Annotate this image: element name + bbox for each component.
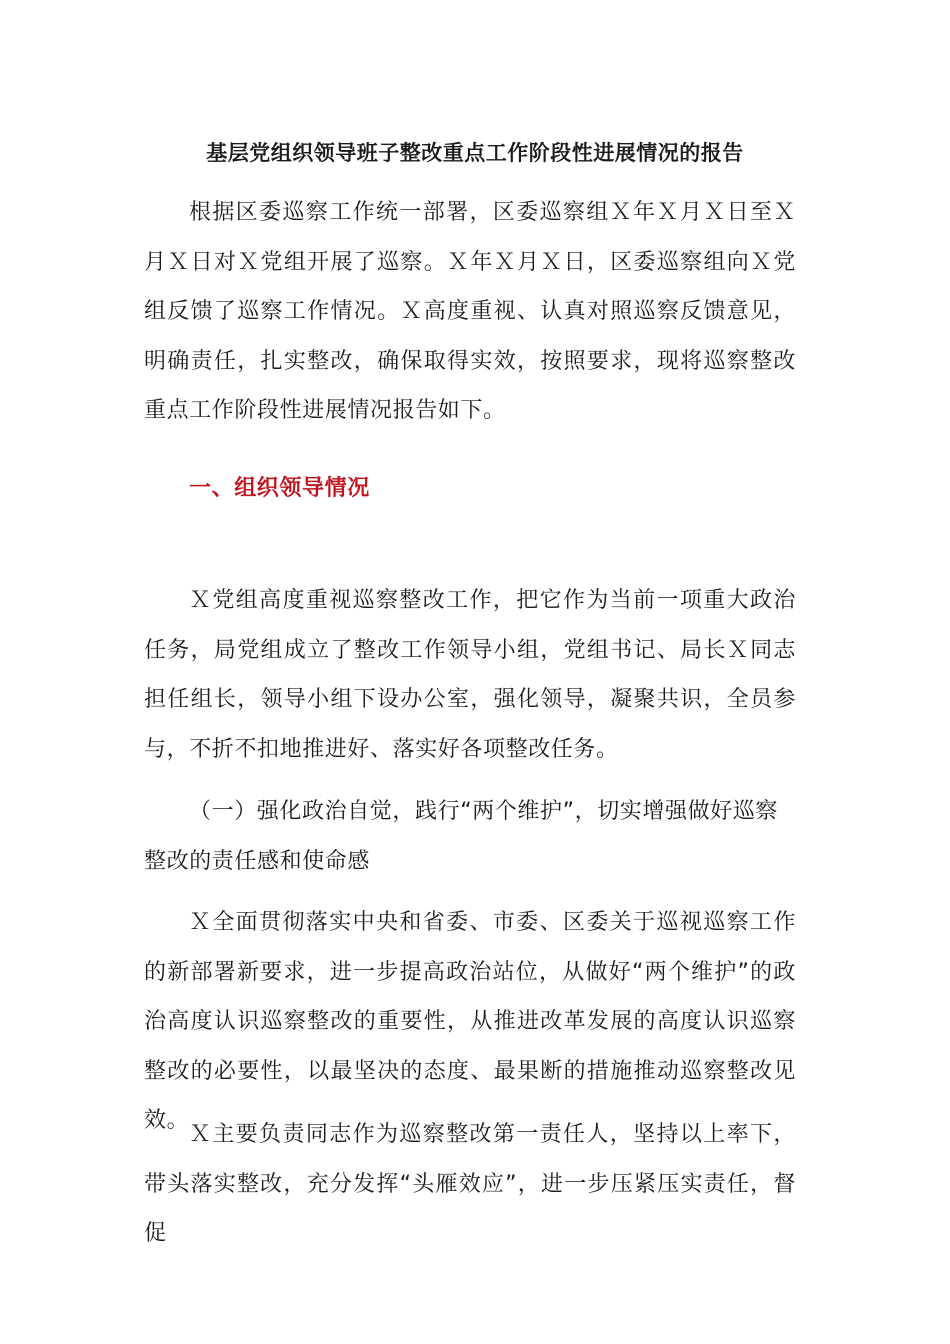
section-paragraph: Ｘ党组高度重视巡察整改工作，把它作为当前一项重大政治任务，局党组成立了整改工作领导小组，党组书记、局长Ｘ同志担任组长，领导小组下设办公室，强化领导，凝聚共识，全员参与，不折不扣地推进好、落实好各项整改任务。 [144,588,796,762]
section-heading-organization: 一、组织领导情况 [189,476,370,501]
subsection-paragraph-1: Ｘ全面贯彻落实中央和省委、市委、区委关于巡视巡察工作的新部署新要求，进一步提高政治站位，从做好“两个维护”的政治高度认识巡察整改的重要性，从推进改革发展的高度认识巡察整改的必要性，以最坚决的态度、最果断的措施推动巡察整改见效。 [144,910,796,1133]
subsection-heading: （一）强化政治自觉，践行“两个维护”，切实增强做好巡察整改的责任感和使命感 [144,799,778,874]
document-title: 基层党组织领导班子整改重点工作阶段性进展情况的报告 [206,141,744,165]
subsection-paragraph-2: Ｘ主要负责同志作为巡察整改第一责任人，坚持以上率下，带头落实整改，充分发挥“头雁效应”，进一步压紧压实责任，督促 [144,1122,796,1246]
intro-paragraph: 根据区委巡察工作统一部署，区委巡察组Ｘ年Ｘ月Ｘ日至Ｘ月Ｘ日对Ｘ党组开展了巡察。Ｘ年Ｘ月Ｘ日，区委巡察组向Ｘ党组反馈了巡察工作情况。Ｘ高度重视、认真对照巡察反馈意见，明确责任，扎实整改，确保取得实效，按照要求，现将巡察整改重点工作阶段性进展情况报告如下。 [144,200,796,423]
